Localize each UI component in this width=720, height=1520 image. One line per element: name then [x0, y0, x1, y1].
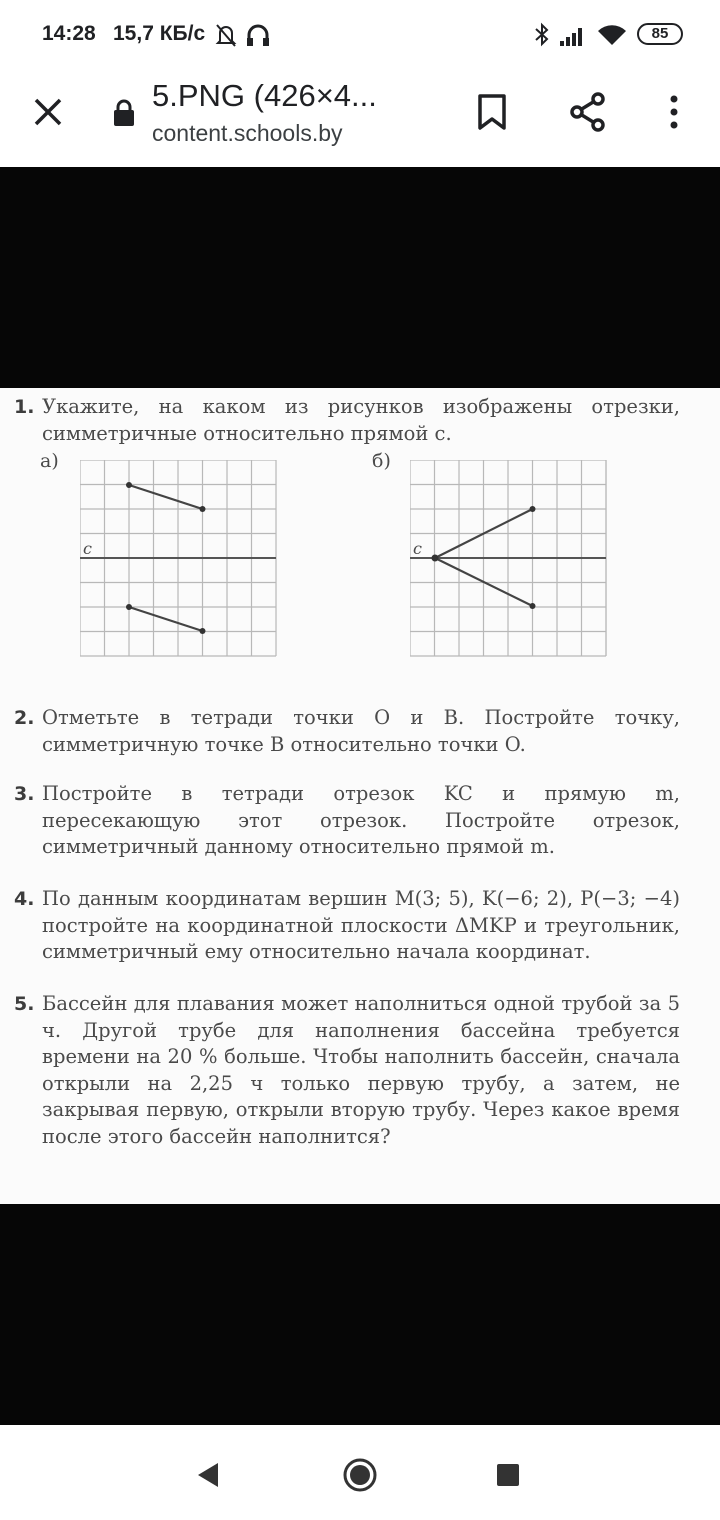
- figure-a-grid: [80, 460, 278, 660]
- more-vert-icon[interactable]: [652, 90, 696, 134]
- textbook-page-image: [0, 388, 720, 1204]
- figure-label-b: б): [372, 450, 391, 472]
- task-number: 5.: [14, 993, 35, 1015]
- task-text: Бассейн для плавания может наполниться одной трубой за 5 ч. Другой трубе для наполнения бассейна требуется времени на 20 % больше. Чтобы наполнить бассейн, сначала открыли на 2,25 ч только первую трубу, а затем, не закрывая первую, открыли вторую трубу. Через какое время после этого бассейн наполнится?: [42, 992, 680, 1148]
- network-speed: 15,7 КБ/с: [113, 22, 206, 45]
- page-url: content.schools.by: [152, 120, 343, 146]
- segment-upper: [129, 485, 203, 509]
- line-label-c: c: [413, 539, 422, 558]
- task-number: 2.: [14, 707, 35, 729]
- headset-icon: [245, 22, 271, 48]
- figure-b-grid: [410, 460, 608, 660]
- task-number: 1.: [14, 396, 35, 418]
- wifi-icon: [596, 22, 628, 48]
- battery-indicator: 85: [637, 23, 683, 45]
- line-label-c: c: [83, 539, 92, 558]
- page-title: 5.PNG (426×4...: [152, 78, 377, 113]
- task-3: [14, 781, 680, 861]
- task-text: Укажите, на каком из рисунков изображены отрезки, симметричные относительно прямой c.: [42, 395, 680, 445]
- status-time: 14:28: [42, 22, 96, 45]
- task-text: Отметьте в тетради точки O и B. Постройте точку, симметричную точке B относительно точки O.: [42, 706, 680, 756]
- bluetooth-icon: [532, 22, 552, 48]
- segment-lower: [129, 607, 203, 631]
- share-icon[interactable]: [566, 90, 610, 134]
- task-5: [14, 991, 680, 1150]
- task-2: [14, 705, 680, 758]
- task-text: Постройте в тетради отрезок KC и прямую m, пересекающую этот отрезок. Постройте отрезок, симметричный данному относительно прямой m.: [42, 782, 680, 858]
- image-viewer[interactable]: [0, 167, 720, 1425]
- navigation-bar: [0, 1425, 720, 1520]
- close-icon[interactable]: [26, 90, 70, 134]
- app-bar: [0, 70, 720, 167]
- recents-icon[interactable]: [488, 1455, 528, 1495]
- signal-icon: [558, 22, 588, 48]
- status-bar: [0, 0, 720, 70]
- task-text: По данным координатам вершин M(3; 5), K(−6; 2), P(−3; −4) постройте на координатной плоскости ΔMKP и треугольник, симметричный ему относительно начала координат.: [42, 887, 680, 963]
- task-4: [14, 886, 680, 966]
- task-1: [14, 394, 680, 447]
- lock-icon: [112, 98, 136, 128]
- home-icon[interactable]: [340, 1455, 380, 1495]
- figure-label-a: а): [40, 450, 59, 472]
- alarm-off-icon: [214, 22, 238, 48]
- bookmark-icon[interactable]: [470, 90, 514, 134]
- task-number: 4.: [14, 888, 35, 910]
- task-number: 3.: [14, 783, 35, 805]
- back-icon[interactable]: [188, 1455, 228, 1495]
